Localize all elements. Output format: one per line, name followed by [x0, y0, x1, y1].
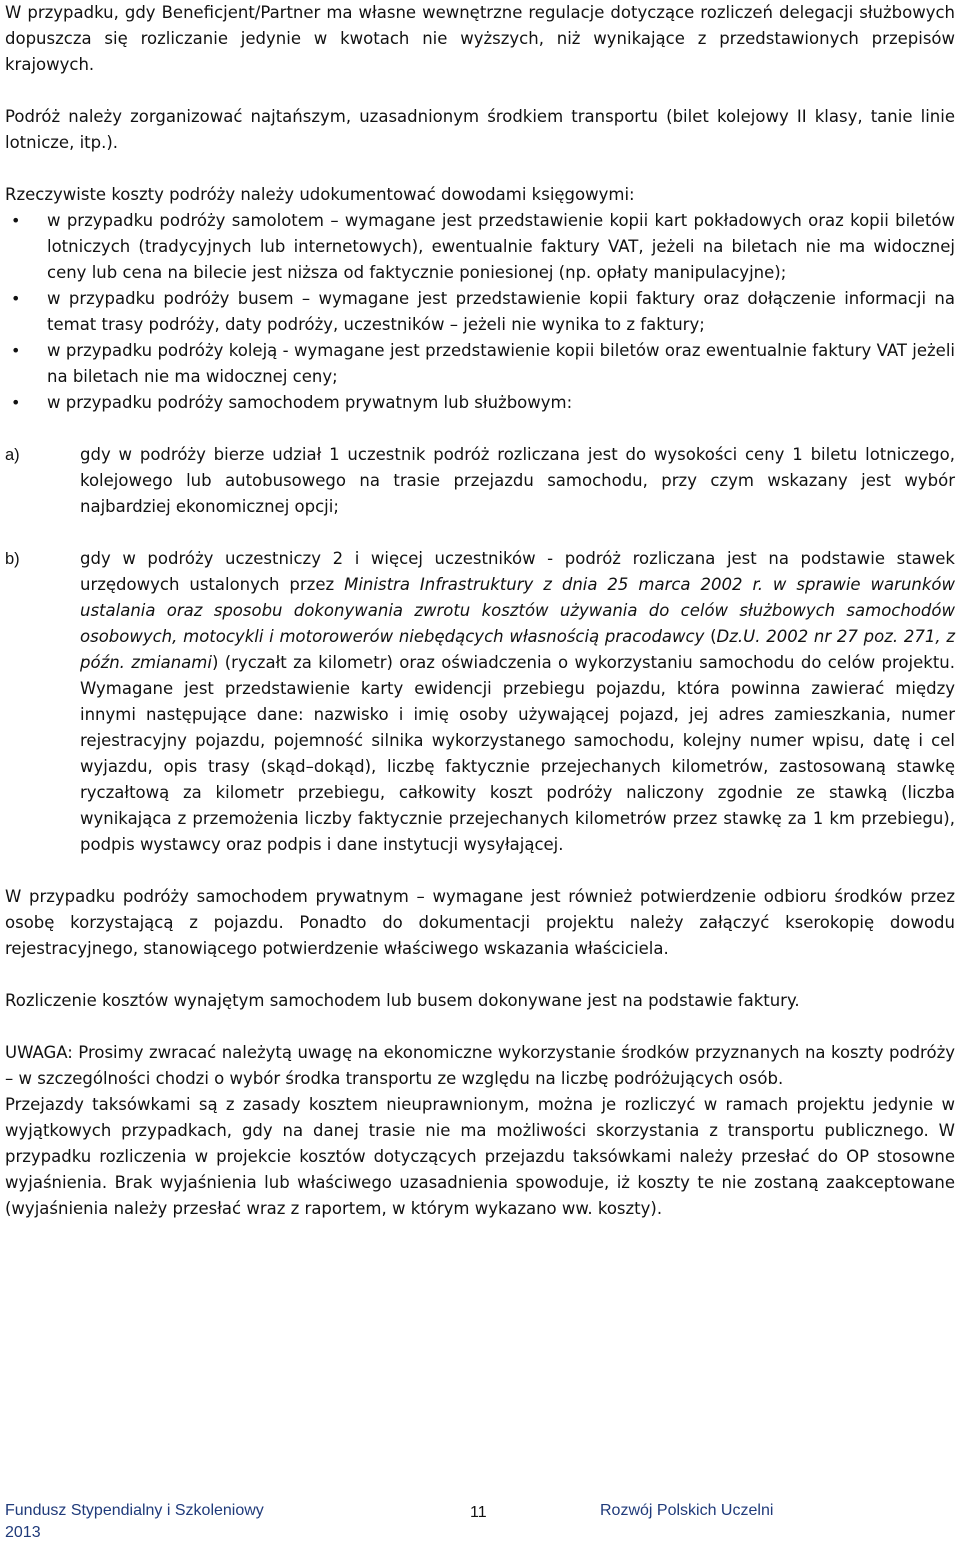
item-a — [5, 442, 955, 520]
item-b-text-3: ) (ryczałt za kilometr) oraz oświadczenia o wykorzystaniu samochodu do celów projektu. Wymagane jest przedstawienie karty ewidencji przebiegu pojazdu, która powinna zawierać między innymi następujące dane: nazwisko i imię osoby używającej pojazd, jej adres zamieszkania, numer rejestracyjny pojazdu, pojemność silnika wykorzystanego samochodu, kolejny numer wpisu, datę i cel wyjazdu, opis trasy (skąd–dokąd), liczbę faktycznie przejechanych kilometrów, zastosowaną stawkę ryczałtową za kilometr przebiegu, całkowity koszt podróży naliczony zgodnie ze stawką (liczba wynikająca z przemożenia liczby faktycznie przejechanych kilometrów przez stawkę za 1 km przebiegu), podpis wystawcy oraz podpis i dane instytucji wysyłającej. — [80, 653, 955, 854]
item-b-regulation-reference: Dz.U. 2002 nr 27 poz. 271, z późn. zmianami — [80, 627, 955, 672]
page-number: 11 — [470, 1504, 487, 1521]
footer-program-name: Fundusz Stypendialny i Szkoleniowy — [5, 1502, 264, 1519]
paragraph-warning: UWAGA: Prosimy zwracać należytą uwagę na ekonomiczne wykorzystanie środków przyznanych na koszty podróży – w szczególności chodzi o wybór środka transportu ze względu na liczbę podróżujących osób. — [5, 1043, 955, 1088]
evidence-intro: Rzeczywiste koszty podróży należy udokumentować dowodami księgowymi: — [5, 185, 635, 204]
item-b-label: b) — [5, 550, 20, 568]
paragraph-rented-vehicle: Rozliczenie kosztów wynajętym samochodem lub busem dokonywane jest na podstawie faktury. — [5, 991, 800, 1010]
list-item — [5, 208, 955, 286]
item-a-label: a) — [5, 446, 20, 464]
footer-program — [5, 1500, 264, 1544]
list-item — [5, 286, 955, 338]
paragraph-private-car: W przypadku podróży samochodem prywatnym – wymagane jest również potwierdzenie odbioru środków przez osobę korzystającą z pojazdu. Ponadto do dokumentacji projektu należy załączyć kserokopię dowodu rejestracyjnego, stanowiącego potwierdzenie właściwego wskazania właściciela. — [5, 887, 955, 958]
list-item-text: w przypadku podróży samolotem – wymagane jest przedstawienie kopii kart pokładowych oraz kopii biletów lotniczych (tradycyjnych lub internetowych), ewentualnie faktury VAT, jeżeli na biletach nie ma widocznej ceny lub cena na bilecie jest niższa od faktycznie poniesionej (np. opłaty manipulacyjne); — [47, 211, 955, 282]
bullet-icon: • — [11, 211, 21, 230]
list-item-text: w przypadku podróży samochodem prywatnym lub służbowym: — [47, 393, 573, 412]
paragraph-regulations: W przypadku, gdy Beneficjent/Partner ma własne wewnętrzne regulacje dotyczące rozliczeń delegacji służbowych dopuszcza się rozliczanie jedynie w kwotach nie wyższych, niż wynikające z przedstawionych przepisów krajowych. — [5, 3, 955, 74]
item-b — [5, 546, 955, 858]
footer-project-name: Rozwój Polskich Uczelni — [600, 1502, 774, 1519]
footer-program-year: 2013 — [5, 1524, 41, 1541]
bullet-icon: • — [11, 341, 21, 360]
bullet-icon: • — [11, 289, 21, 308]
list-item-text: w przypadku podróży koleją - wymagane jest przedstawienie kopii biletów oraz ewentualnie faktury VAT jeżeli na biletach nie ma widocznej ceny; — [47, 341, 955, 386]
paragraph-cheapest-transport: Podróż należy zorganizować najtańszym, uzasadnionym środkiem transportu (bilet kolejowy II klasy, tanie linie lotnicze, itp.). — [5, 107, 955, 152]
list-item — [5, 390, 955, 416]
page-footer — [5, 1500, 955, 1545]
item-b-text-2: ( — [704, 627, 717, 646]
paragraph-taxi: Przejazdy taksówkami są z zasady kosztem nieuprawnionym, można je rozliczyć w ramach projektu jedynie w wyjątkowych przypadkach, gdy na danej trasie nie ma możliwości skorzystania z transportu publicznego. W przypadku rozliczenia w projekcie kosztów dotyczących przejazdu taksówkami należy przesłać do OP stosowne wyjaśnienia. Brak wyjaśnienia lub właściwego uzasadnienia spowoduje, iż koszty te nie zostaną zaakceptowane (wyjaśnienia należy przesłać wraz z raportem, w którym wykazano ww. koszty). — [5, 1095, 955, 1218]
item-b-regulation-title: Ministra Infrastruktury z dnia 25 marca 2002 r. w sprawie warunków ustalania oraz sposobu dokonywania zwrotu kosztów używania do celów służbowych samochodów osobowych, motocykli i motorowerów niebędących własnością pracodawcy — [80, 575, 955, 646]
evidence-list — [5, 208, 955, 416]
document-page — [5, 0, 955, 1222]
item-b-text-1: gdy w podróży uczestniczy 2 i więcej uczestników - podróż rozliczana jest na podstawie stawek urzędowych ustalonych przez — [80, 549, 955, 594]
list-item-text: w przypadku podróży busem – wymagane jest przedstawienie kopii faktury oraz dołączenie informacji na temat trasy podróży, daty podróży, uczestników – jeżeli nie wynika to z faktury; — [47, 289, 955, 334]
list-item — [5, 338, 955, 390]
bullet-icon: • — [11, 393, 21, 412]
item-a-text: gdy w podróży bierze udział 1 uczestnik podróż rozliczana jest do wysokości ceny 1 biletu lotniczego, kolejowego lub autobusowego na trasie przejazdu samochodu, przy czym wskazany jest wybór najbardziej ekonomicznej opcji; — [80, 445, 955, 516]
